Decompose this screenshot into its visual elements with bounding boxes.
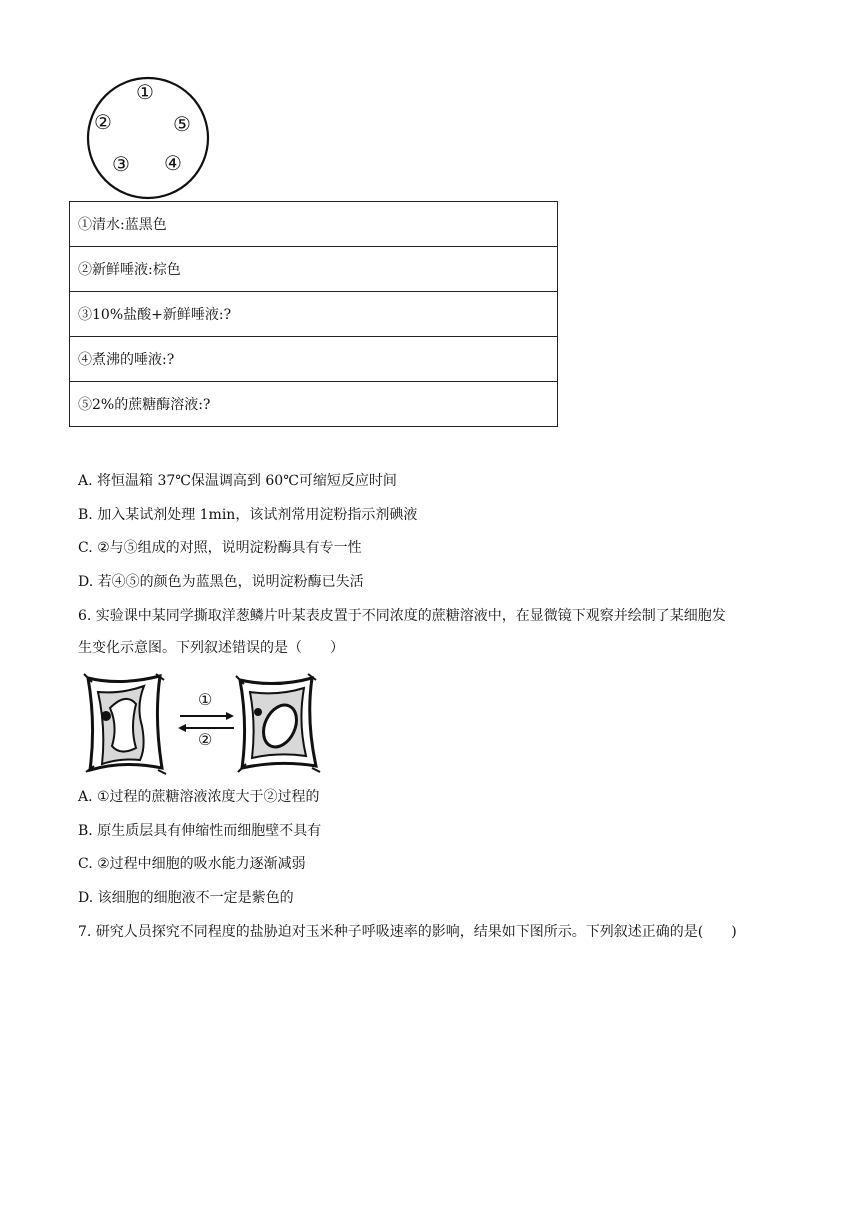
q5-option-c: C. ②与⑤组成的对照，说明淀粉酶具有专一性 <box>78 540 362 556</box>
table-cell: ⑤2%的蔗糖酶溶液:? <box>70 382 558 427</box>
well-label-3: ③ <box>112 152 130 176</box>
table-cell: ②新鲜唾液:棕色 <box>70 247 558 292</box>
q6-option-a: A. ①过程的蔗糖溶液浓度大于②过程的 <box>78 789 320 805</box>
table-row <box>70 292 558 337</box>
well-label-1: ① <box>136 80 154 104</box>
results-table <box>69 201 558 427</box>
q6-option-b: B. 原生质层具有伸缩性而细胞壁不具有 <box>78 823 322 839</box>
q6-option-c: C. ②过程中细胞的吸水能力逐渐减弱 <box>78 856 306 872</box>
q6-stem-line1: 6. 实验课中某同学撕取洋葱鳞片叶某表皮置于不同浓度的蔗糖溶液中，在显微镜下观察并绘制了某细胞发 <box>78 608 726 624</box>
q5-option-b: B. 加入某试剂处理 1min，该试剂常用淀粉指示剂碘液 <box>78 507 418 523</box>
q6-stem-line2: 生变化示意图。下列叙述错误的是（ ） <box>78 640 344 656</box>
plasmolysis-cells-drawing <box>80 668 328 776</box>
q5-option-a: A. 将恒温箱 37℃保温调高到 60℃可缩短反应时间 <box>78 473 397 489</box>
table-row <box>70 382 558 427</box>
table-cell: ①清水:蓝黑色 <box>70 202 558 247</box>
arrow-label-forward: ① <box>198 690 213 709</box>
table-row <box>70 202 558 247</box>
table-cell: ③10%盐酸+新鲜唾液:? <box>70 292 558 337</box>
table-row <box>70 247 558 292</box>
well-label-2: ② <box>94 110 112 134</box>
well-label-4: ④ <box>164 151 182 175</box>
petri-dish-figure <box>80 76 216 200</box>
table-row <box>70 337 558 382</box>
q5-option-d: D. 若④⑤的颜色为蓝黑色，说明淀粉酶已失活 <box>78 574 364 590</box>
table-cell: ④煮沸的唾液:? <box>70 337 558 382</box>
arrow-label-backward: ② <box>198 730 213 749</box>
q6-option-d: D. 该细胞的细胞液不一定是紫色的 <box>78 890 294 906</box>
well-label-5: ⑤ <box>173 112 191 136</box>
q7-stem: 7. 研究人员探究不同程度的盐胁迫对玉米种子呼吸速率的影响，结果如下图所示。下列叙述正确的是( ) <box>78 924 737 940</box>
plasmolysis-figure <box>80 668 328 776</box>
